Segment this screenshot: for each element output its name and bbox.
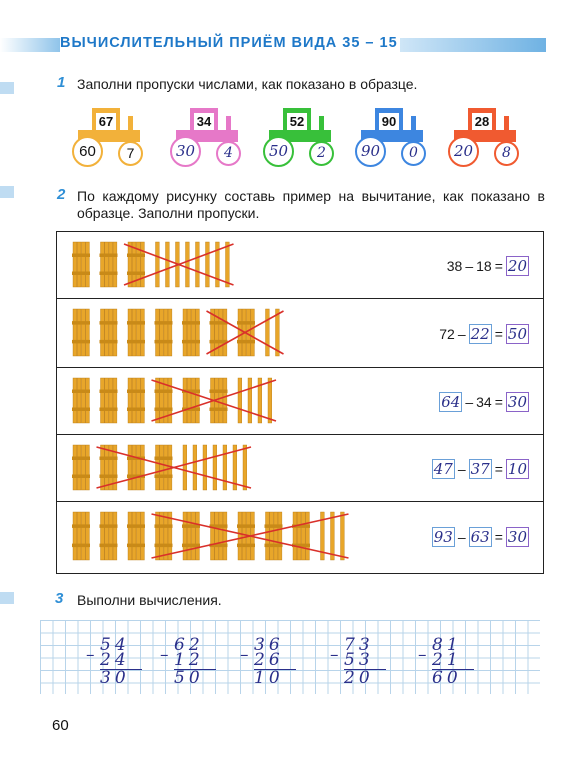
minuend: 54 — [100, 635, 130, 655]
single-stick — [268, 378, 272, 423]
minuend: 72 — [439, 325, 455, 342]
stick-bundle — [210, 512, 228, 560]
stick-row — [57, 368, 543, 435]
stick-bundle — [155, 445, 173, 490]
sticks-picture — [57, 232, 417, 299]
difference: 30 — [100, 668, 130, 688]
stick-bundle — [72, 242, 90, 287]
minus-sign: – — [418, 645, 427, 665]
subtrahend: 34 — [476, 393, 492, 410]
single-stick — [193, 445, 197, 490]
minus-sign: – — [330, 645, 339, 665]
stick-bundle — [292, 512, 310, 560]
stick-row — [57, 435, 543, 502]
answer-box: 20 — [507, 256, 527, 275]
header-stripe-left — [0, 38, 60, 52]
answer-box: 30 — [507, 528, 527, 546]
tractor-pipe — [411, 116, 416, 130]
tractor — [355, 108, 425, 168]
single-stick — [156, 242, 160, 287]
tractor-small-wheel: 8 — [494, 141, 519, 166]
equals-sign: = — [494, 393, 503, 410]
answer-box: 50 — [507, 324, 527, 343]
tractor-top-number: 52 — [287, 113, 307, 130]
tractor-small-wheel: 0 — [401, 141, 426, 166]
tractor-small-wheel: 7 — [118, 141, 143, 166]
minus-sign: – — [465, 257, 474, 274]
stick-bundle — [72, 378, 90, 423]
column-subtraction — [160, 635, 216, 688]
stick-bundle — [100, 512, 118, 560]
subtraction-example — [432, 527, 529, 547]
subtrahend: 24 — [100, 650, 130, 670]
tractor-big-wheel: 20 — [448, 136, 479, 167]
minus-sign: – — [86, 645, 95, 665]
minuend-box: 93 — [433, 528, 453, 546]
tractor-top-number: 67 — [96, 113, 116, 130]
tractor-small-wheel: 2 — [309, 141, 334, 166]
minuend: 36 — [254, 635, 284, 655]
stick-bundle — [72, 445, 90, 490]
minus-sign: – — [457, 325, 466, 342]
subtrahend-box: 22 — [470, 324, 490, 343]
tractor-big-wheel: 90 — [355, 136, 386, 167]
answer-box: 10 — [507, 459, 527, 478]
subtrahend-box: 63 — [470, 528, 490, 546]
stick-bundle — [72, 309, 90, 356]
tractor — [448, 108, 518, 168]
tractor-pipe — [128, 116, 133, 130]
sticks-picture — [57, 368, 417, 435]
single-stick — [223, 445, 227, 490]
tractor-big-wheel: 50 — [263, 136, 294, 167]
stick-bundle — [182, 309, 200, 356]
single-stick — [248, 378, 252, 423]
single-stick — [196, 242, 200, 287]
stick-bundle — [182, 512, 200, 560]
single-stick — [331, 512, 335, 560]
subtraction-example — [447, 256, 529, 276]
tractor-pipe — [226, 116, 231, 130]
page-title: ВЫЧИСЛИТЕЛЬНЫЙ ПРИЁМ ВИДА 35 – 15 — [60, 35, 398, 51]
task-3-number: 3 — [55, 590, 64, 607]
minus-sign: – — [240, 645, 249, 665]
task-1-text: Заполни пропуски числами, как показано в образце. — [77, 76, 418, 92]
calculation-grid — [40, 620, 540, 694]
answer-box: 30 — [507, 392, 527, 411]
stick-row — [57, 502, 543, 572]
stick-bundle — [100, 309, 118, 356]
subtrahend: 18 — [476, 257, 492, 274]
margin-marker — [0, 82, 14, 94]
tractor-top-number: 34 — [194, 113, 214, 130]
stick-table — [56, 231, 544, 574]
minuend-box: 64 — [441, 392, 461, 411]
difference: 10 — [254, 668, 284, 688]
subtrahend: 53 — [344, 650, 374, 670]
minus-sign: – — [457, 529, 466, 545]
single-stick — [226, 242, 230, 287]
single-stick — [266, 309, 270, 356]
equals-sign: = — [494, 325, 503, 342]
difference: 60 — [432, 668, 462, 688]
minuend: 73 — [344, 635, 374, 655]
column-subtraction — [418, 635, 474, 688]
single-stick — [186, 242, 190, 287]
stick-bundle — [72, 512, 90, 560]
single-stick — [213, 445, 217, 490]
single-stick — [243, 445, 247, 490]
column-subtraction — [330, 635, 386, 688]
column-subtraction — [240, 635, 296, 688]
tractor-big-wheel: 30 — [170, 136, 201, 167]
difference: 50 — [174, 668, 204, 688]
stick-bundle — [265, 512, 283, 560]
stick-row — [57, 232, 543, 299]
stick-bundle — [210, 309, 228, 356]
minuend: 38 — [446, 257, 463, 274]
tractor-top-number: 90 — [379, 113, 399, 130]
tractor — [72, 108, 142, 168]
single-stick — [183, 445, 187, 490]
sticks-picture — [57, 502, 417, 572]
single-stick — [341, 512, 345, 560]
minus-sign: – — [465, 393, 474, 410]
minus-sign: – — [160, 645, 169, 665]
tractor — [170, 108, 240, 168]
task-2-number: 2 — [57, 186, 66, 203]
difference: 20 — [344, 668, 374, 688]
margin-marker — [0, 592, 14, 604]
task-2-text: По каждому рисунку составь пример на вычитание, как показано в образце. Заполни пропуски. — [77, 188, 545, 221]
subtrahend: 26 — [254, 650, 284, 670]
column-subtraction — [86, 635, 142, 688]
single-stick — [206, 242, 210, 287]
stick-bundle — [155, 512, 173, 560]
tractor — [263, 108, 333, 168]
equals-sign: = — [494, 529, 503, 545]
sticks-picture — [57, 435, 417, 502]
sticks-picture — [57, 299, 417, 368]
tractor-small-wheel: 4 — [216, 141, 241, 166]
minus-sign: – — [457, 460, 466, 477]
equals-sign: = — [494, 460, 503, 477]
tractor-pipe — [504, 116, 509, 130]
single-stick — [238, 378, 242, 423]
stick-bundle — [100, 378, 118, 423]
stick-row — [57, 299, 543, 368]
task-3-text: Выполни вычисления. — [77, 592, 222, 608]
minuend: 62 — [174, 635, 204, 655]
stick-bundle — [127, 445, 145, 490]
stick-bundle — [100, 242, 118, 287]
subtrahend: 21 — [432, 650, 462, 670]
single-stick — [203, 445, 207, 490]
subtrahend-box: 37 — [470, 459, 490, 478]
minuend: 81 — [432, 635, 462, 655]
task-1-number: 1 — [57, 74, 66, 91]
stick-bundle — [182, 378, 200, 423]
subtraction-example — [432, 459, 529, 479]
equals-sign: = — [494, 257, 503, 274]
minuend-box: 47 — [433, 459, 453, 478]
subtrahend: 12 — [174, 650, 204, 670]
tractor-big-wheel: 60 — [72, 136, 103, 167]
tractor-top-number: 28 — [472, 113, 492, 130]
header-stripe-right — [400, 38, 546, 52]
subtraction-example — [439, 392, 529, 412]
stick-bundle — [127, 378, 145, 423]
stick-bundle — [127, 512, 145, 560]
single-stick — [166, 242, 170, 287]
page-number: 60 — [52, 717, 69, 734]
stick-bundle — [127, 309, 145, 356]
margin-marker — [0, 186, 14, 198]
tractor-pipe — [319, 116, 324, 130]
stick-bundle — [155, 309, 173, 356]
subtraction-example — [439, 324, 529, 344]
